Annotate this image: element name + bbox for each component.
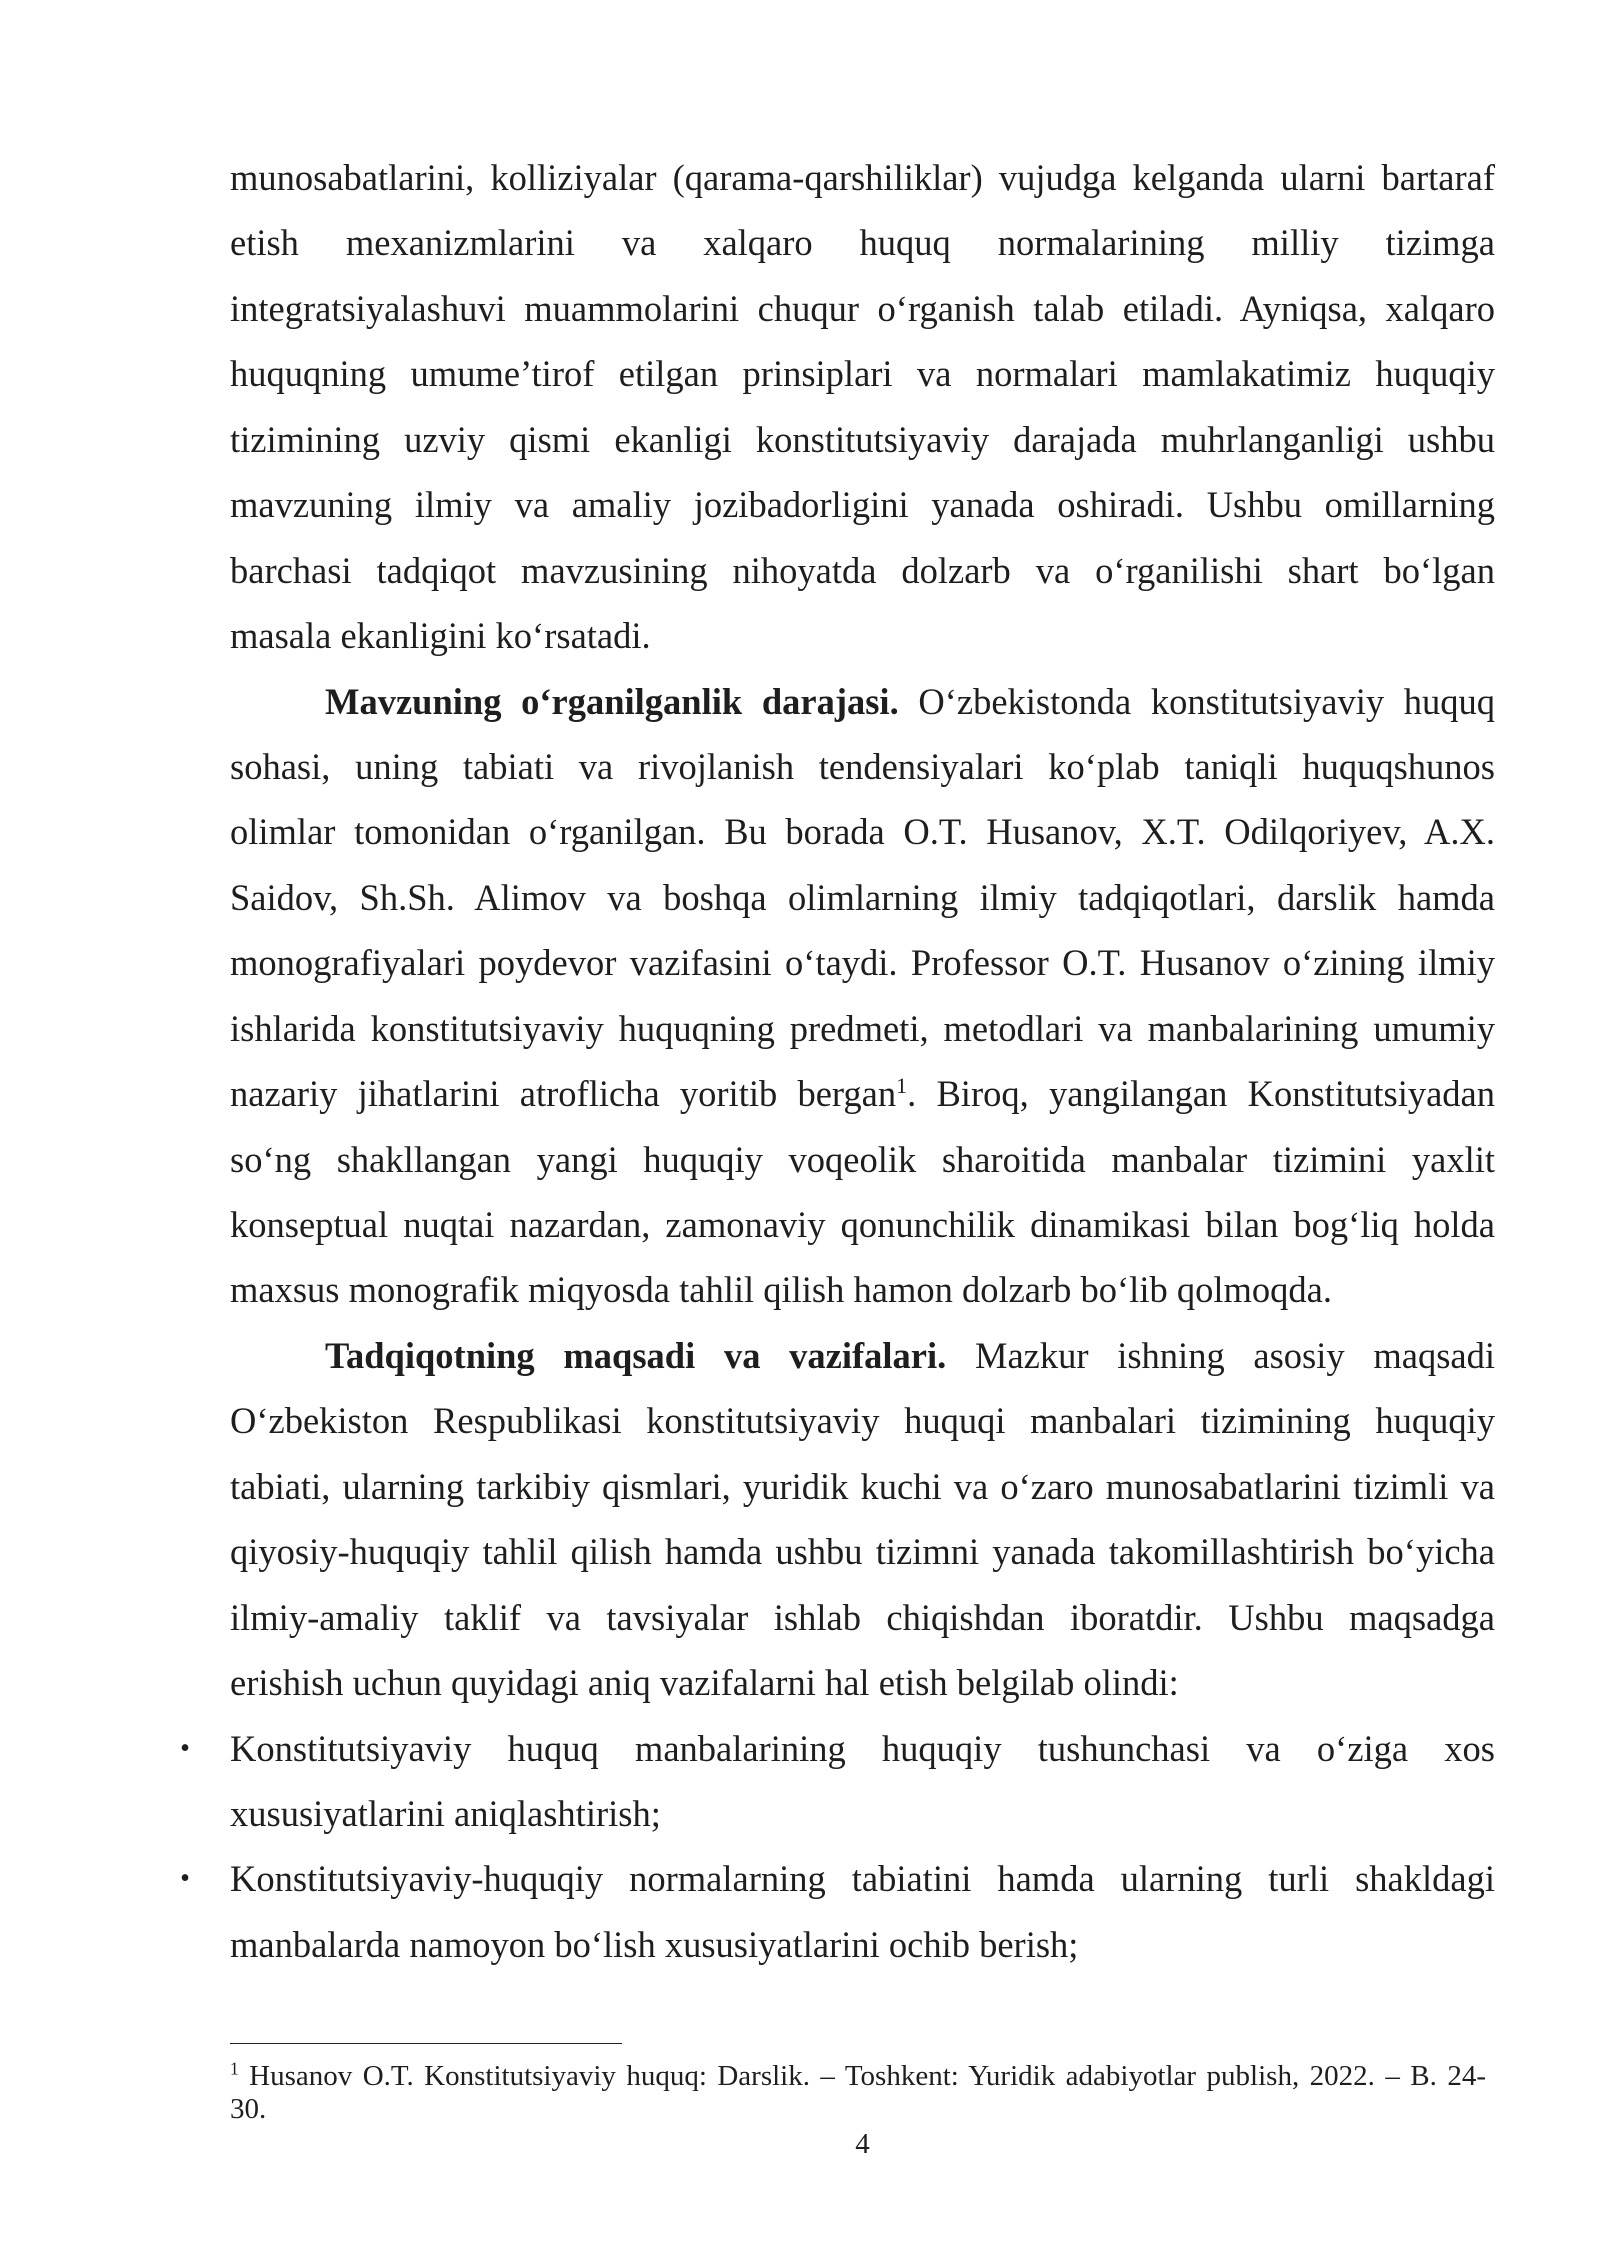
line-text: Konstitutsiyaviy-huquqiy normalarning tabiatini hamda ularning turli shakldagi [230, 1858, 1495, 1900]
footnote [230, 2060, 1486, 2126]
list-item-line [180, 1716, 1495, 1781]
paragraph-line: Oʻzbekiston Respublikasi konstitutsiyaviy huquqi manbalari tizimining huquqiy [230, 1400, 1495, 1442]
paragraph-line [230, 1061, 1495, 1126]
paragraph-line: olimlar tomonidan oʻrganilgan. Bu borada O.T. Husanov, X.T. Odilqoriyev, A.X. [230, 811, 1495, 853]
paragraph-line: soʻng shakllangan yangi huquqiy voqeolik sharoitida manbalar tizimini yaxlit [230, 1138, 1495, 1180]
paragraph-line: monografiyalari poydevor vazifasini oʻtaydi. Professor O.T. Husanov oʻzining ilmiy [230, 942, 1495, 984]
paragraph-line: mavzuning ilmiy va amaliy jozibadorligini yanada oshiradi. Ushbu omillarning [230, 484, 1495, 526]
paragraph-goals-tasks [230, 1323, 1495, 1716]
footnote-separator [230, 2043, 622, 2044]
list-item-line: xususiyatlarini aniqlashtirish; [230, 1792, 661, 1834]
list-bullet: • [180, 1732, 190, 1764]
list-item-line [180, 1846, 1495, 1911]
paragraph-line: tabiati, ularning tarkibiy qismlari, yuridik kuchi va oʻzaro munosabatlarini tizimli va [230, 1465, 1495, 1507]
line-text: Mazkur ishning asosiy maqsadi [974, 1334, 1495, 1376]
paragraph-line: etish mexanizmlarini va xalqaro huquq normalarining milliy tizimga [230, 222, 1495, 264]
paragraph-line: huquqning umume’tirof etilgan prinsiplari va normalari mamlakatimiz huquqiy [230, 353, 1495, 395]
line-text: . Biroq, yangilangan Konstitutsiyadan [907, 1073, 1495, 1115]
list-item [180, 1716, 1495, 1847]
footnote-line: 30. [230, 2093, 267, 2125]
list-item [180, 1846, 1495, 1977]
paragraph-line: ilmiy-amaliy taklif va tavsiyalar ishlab chiqishdan iboratdir. Ushbu maqsadga [230, 1596, 1495, 1638]
line-text: Oʻzbekistonda konstitutsiyaviy huquq [918, 680, 1495, 722]
paragraph-line: munosabatlarini, kolliziyalar (qarama-qarshiliklar) vujudga kelganda ularni bartaraf [230, 157, 1495, 198]
paragraph-line: tizimining uzviy qismi ekanligi konstitutsiyaviy darajada muhrlanganligi ushbu [230, 418, 1495, 460]
line-text: Konstitutsiyaviy huquq manbalarining huquqiy tushunchasi va oʻziga xos [230, 1727, 1495, 1769]
list-bullet: • [180, 1863, 190, 1895]
paragraph-line: maxsus monografik miqyosda tahlil qilish hamon dolzarb boʻlib qolmoqda. [230, 1269, 1332, 1311]
section-heading: Mavzuning oʻrganilganlik darajasi. [325, 680, 899, 722]
task-list [180, 1716, 1495, 1978]
footnote-text: Husanov O.T. Konstitutsiyaviy huquq: Darslik. – Toshkent: Yuridik adabiyotlar publish, 2022. – B. 24- [249, 2060, 1486, 2092]
paragraph-line: masala ekanligini koʻrsatadi. [230, 615, 651, 657]
paragraph-line: konseptual nuqtai nazardan, zamonaviy qonunchilik dinamikasi bilan bogʻliq holda [230, 1204, 1495, 1245]
paragraph-line: Saidov, Sh.Sh. Alimov va boshqa olimlarning ilmiy tadqiqotlari, darslik hamda [230, 876, 1495, 918]
footnote-marker: 1 [230, 2058, 239, 2079]
paragraph-intro-continuation [230, 145, 1495, 669]
paragraph-line [230, 669, 1495, 734]
paragraph-line: barchasi tadqiqot mavzusining nihoyatda dolzarb va oʻrganilishi shart boʻlgan [230, 549, 1495, 591]
line-text: nazariy jihatlarini atroflicha yoritib bergan [230, 1073, 897, 1115]
paragraph-line: ishlarida konstitutsiyaviy huquqning predmeti, metodlari va manbalarining umumiy [230, 1007, 1495, 1049]
paragraph-line [230, 1323, 1495, 1388]
list-item-line: manbalarda namoyon boʻlish xususiyatlarini ochib berish; [230, 1923, 1079, 1965]
footnote-line [230, 2060, 1486, 2093]
section-heading: Tadqiqotning maqsadi va vazifalari. [325, 1334, 947, 1376]
footnote-reference: 1 [896, 1072, 908, 1098]
paragraph-research-status [230, 669, 1495, 1323]
paragraph-line: erishish uchun quyidagi aniq vazifalarni hal etish belgilab olindi: [230, 1662, 1179, 1704]
paragraph-line: qiyosiy-huquqiy tahlil qilish hamda ushbu tizimni yanada takomillashtirish boʻyicha [230, 1531, 1495, 1573]
page-number: 4 [855, 2128, 870, 2160]
page-body [180, 145, 1495, 1977]
paragraph-line: sohasi, uning tabiati va rivojlanish tendensiyalari koʻplab taniqli huquqshunos [230, 745, 1495, 787]
paragraph-line: integratsiyalashuvi muammolarini chuqur oʻrganish talab etiladi. Ayniqsa, xalqaro [230, 287, 1495, 329]
